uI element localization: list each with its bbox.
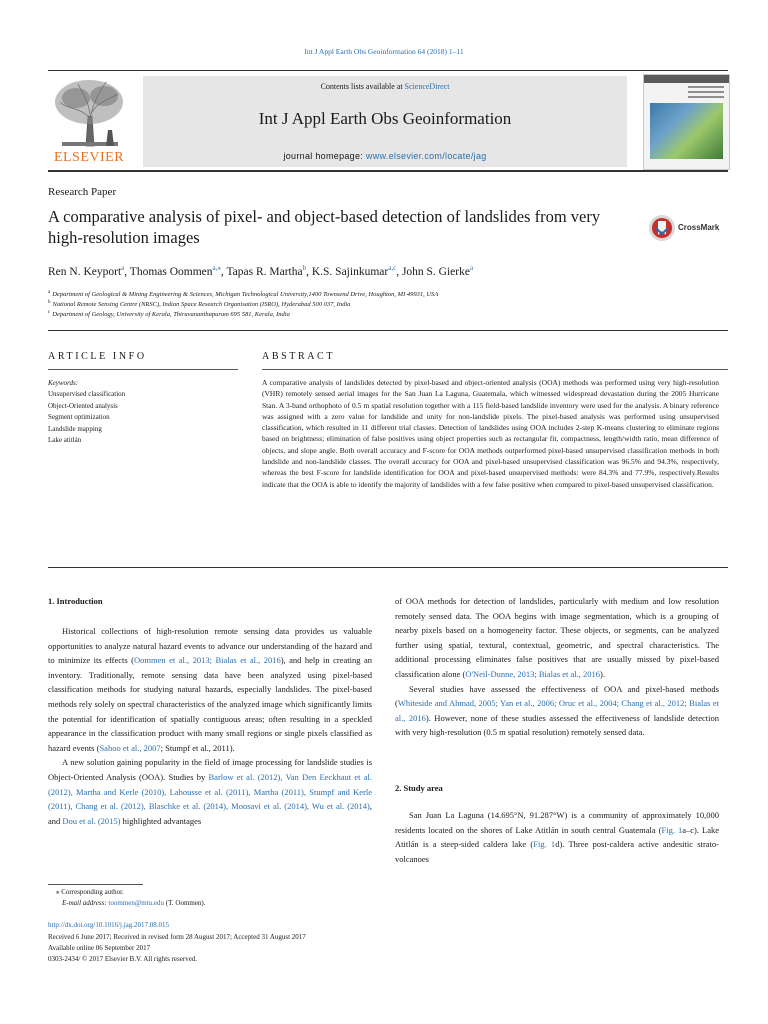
cover-band: [644, 75, 729, 83]
author-affiliation-mark[interactable]: a: [121, 264, 125, 272]
text-run: , and: [48, 801, 372, 826]
text-run: ). However, none of these studies assessed the effectiveness of landslide detection with very high-resolution (0.5 m spatial resolution) remotely sensed data.: [395, 712, 720, 738]
crossmark-icon[interactable]: [648, 214, 676, 242]
email-note: [62, 899, 206, 907]
section-heading-study-area: 2. Study area: [395, 783, 443, 793]
sciencedirect-link[interactable]: ScienceDirect: [404, 82, 450, 91]
citation-link[interactable]: O'Neil-Dunne, 2013; Bialas et al., 2016: [465, 668, 601, 679]
text-run: San Juan La Laguna (14.695°N, 91.287°W) is a community of approximately 10,000 residents located on the shores of Lake Atitlán in south central Guatemala (: [395, 810, 719, 835]
crossmark-label[interactable]: CrossMark: [678, 223, 720, 232]
citation-link[interactable]: Sahoo et al., 2007: [99, 742, 161, 753]
citation-link[interactable]: Whiteside and Ahmad, 2005; Yan et al., 2006; Oruc et al., 2004; Chang et al., 2012; Bialas et al., 2016: [395, 698, 719, 723]
journal-masthead: [143, 76, 627, 167]
contents-line: [143, 82, 627, 91]
text-run: A new solution gaining popularity in the field of image processing for landslide studies is Object-Oriented Analysis (OOA). Studies by: [48, 757, 372, 782]
affiliation-c: $^c$ Department of Geology, University of Kerala, Thiruvananthapuram 695 581, Kerala, India: [48, 310, 290, 319]
author-affiliation-mark[interactable]: b: [302, 264, 307, 272]
abstract-heading: ABSTRACT: [262, 351, 336, 362]
keyword: Landslide mapping: [48, 424, 102, 433]
article-info-heading: ARTICLE INFO: [48, 351, 147, 362]
author-name[interactable]: K.S. Sajinkumar: [311, 265, 389, 278]
email-label: E-mail address:: [62, 899, 109, 907]
journal-citation[interactable]: Int J Appl Earth Obs Geoinformation 64 (2018) 1–11: [304, 47, 464, 56]
paragraph: [395, 682, 719, 740]
keywords-list: [48, 389, 125, 447]
author-name[interactable]: Tapas R. Martha: [226, 265, 303, 278]
text-run: Historical collections of high-resolution remote sensing data provides us valuable opportunities to analyze natural hazard events to advance our understanding of the hazard and to minimize its effects (: [48, 626, 372, 666]
body-right-column: [395, 594, 719, 740]
masthead-rule: [48, 170, 728, 172]
author-name[interactable]: John S. Gierke: [401, 265, 470, 278]
elsevier-wordmark: ELSEVIER: [53, 150, 125, 165]
article-title: A comparative analysis of pixel- and object-based detection of landslides from very high-resolution images: [48, 207, 601, 247]
paragraph: [395, 594, 719, 682]
copyright-line: 0303-2434/ © 2017 Elsevier B.V. All rights reserved.: [48, 955, 198, 963]
abstract-text: A comparative analysis of landslides detected by pixel-based and object-oriented analysis (OOA) methods was performed using very high-resolution (VHR) remotely sensed aerial images for the San Juan La Laguna, Guatemala, which witnessed widespread devastation during the 2005 Hurricane Stan. A 3-band orthophoto of 0.5 m spatial resolution together with a 115 field-based landslide inventory were used for the analysis. A binary reference was assigned with a zero value for landslide and unity for non-landslide pixels. The pixel-based analysis was performed using unsupervised classification, which resulted in 11 different trial classes. Detection of landslides using OOA includes 2-step K-means clustering to eliminate regions based on brightness; elimination of false positives using object properties such as rectangular fit, compactness, length/width ratio, mean difference of objects, and slope angle. Both overall accuracy and F-score for OOA methods outperformed pixel-based unsupervised classification methods in both landslide and non-landslide classes. The overall accuracy for OOA and pixel-based unsupervised classification was 96.5% and 94.3%, respectively, whereas the best F-score for landslide identification for OOA and pixel-based unsupervised methods: were 84.3% and 77.9%, respectively.Results indicate that the OOA is able to identify the majority of landslides with a few false positive when compared to pixel-based unsupervised classification.: [262, 378, 719, 489]
keywords-label: Keywords:: [48, 379, 79, 387]
text-run: Several studies have assessed the effectiveness of OOA and pixel-based methods (: [395, 683, 719, 709]
affiliation-rule: [48, 330, 728, 331]
footnote-rule: [48, 884, 143, 885]
author-list: Ren N. Keyport$^a$, Thomas Oommen$^{a,⁎}$, Tapas R. Martha$^b$, K.S. Sajinkumar$^{a,c}$, John S. Gierke$^a$: [48, 264, 474, 278]
article-type: Research Paper: [48, 186, 117, 198]
author-name[interactable]: Ren N. Keyport: [48, 265, 122, 278]
journal-homepage-link[interactable]: www.elsevier.com/locate/jag: [365, 151, 487, 161]
received-dates: Received 6 June 2017; Received in revised form 28 August 2017; Accepted 31 August 2017: [48, 933, 306, 941]
email-suffix: (T. Oommen).: [164, 899, 206, 907]
author-name[interactable]: Thomas Oommen: [129, 265, 213, 278]
study-area-text: [395, 808, 719, 866]
citation-link[interactable]: Barlow et al. (2012), Van Den Eeckhaut et al. (2012), Martha and Kerle (2010), Lahousse et al. (2011), Martha (2011), Stumpf and Kerle (2011), Chang et al. (2012), Blaschke et al. (2014), Moosavi et al. (2014), Wu et al. (2014): [48, 771, 372, 812]
text-run: ).: [600, 668, 605, 679]
homepage-prefix: journal homepage:: [283, 151, 366, 161]
paragraph: [395, 808, 719, 866]
body-left-column: [48, 624, 372, 828]
citation-link[interactable]: Fig. 1: [661, 824, 683, 835]
article-info-rule: [48, 369, 238, 370]
citation-link[interactable]: Dou et al. (2015): [62, 815, 121, 826]
citation-link[interactable]: Fig. 1: [533, 839, 556, 850]
contents-prefix: Contents lists available at: [320, 82, 405, 91]
doi-link[interactable]: http://dx.doi.org/10.1016/j.jag.2017.08.015: [48, 921, 170, 929]
keyword: Object-Oriented analysis: [48, 401, 118, 410]
cover-image: [650, 103, 723, 159]
paragraph: [48, 755, 372, 828]
online-date: Available online 06 September 2017: [48, 944, 151, 952]
top-rule: [48, 70, 728, 71]
citation-link[interactable]: Oommen et al., 2013; Bialas et al., 2016: [134, 655, 281, 666]
author-affiliation-mark[interactable]: a: [469, 264, 474, 272]
keyword: Unsupervised classification: [48, 390, 126, 398]
keyword: Lake atitlán: [48, 436, 82, 444]
corresponding-author-note: ⁎ Corresponding author.: [56, 888, 124, 896]
cover-title-lines: [688, 86, 724, 101]
affiliation-b: $^b$ National Remote Sensing Centre (NRSC), Indian Space Research Organisation (ISRO), Hyderabad 500 037, India: [48, 300, 351, 309]
homepage-line: [143, 151, 627, 161]
text-run: a–c). Lake Atitlán is a steep-sided caldera lake (: [395, 824, 719, 850]
journal-name: Int J Appl Earth Obs Geoinformation: [258, 109, 512, 128]
text-run: d). Three post-caldera active andesitic strato-volcanoes: [395, 839, 719, 864]
section-heading-introduction: 1. Introduction: [48, 596, 103, 606]
front-matter-rule: [48, 567, 728, 568]
text-run: ), and help in creating an inventory. Traditionally, remote sensing data have been analyzed using pixel-based classification methods for studying natural hazards, especially landslides. The pixel-based methods rely solely on spectral characteristics of the analyzed image which significantly limits the potential for identification of spatially contiguous areas; often resulting in a speckled appearance in the classification product with many small regions or single pixels classified as hazard events (: [48, 655, 372, 753]
keyword: Segment optimization: [48, 413, 110, 421]
author-affiliation-mark[interactable]: a,c: [388, 264, 397, 272]
text-run: of OOA methods for detection of landslides, particularly with medium and low resolution remotely sensed data. The OOA begins with image segmentation, which is a grouping of nearby pixels based on a homogeneity factor. These objects, or segments, can be analyzed further using spatial, textural, contextual, geometric, and spectral characteristics. The additional processing eliminates false positives that are usually missed by pixel-based classification alone (: [395, 596, 719, 679]
text-run: ; Stumpf et al., 2011).: [160, 742, 235, 753]
abstract-rule: [262, 369, 728, 370]
paragraph: [48, 624, 372, 755]
affiliation-a: $^a$ Department of Geological & Mining Engineering & Sciences, Michigan Technological University,1400 Townsend Drive, Houghton, MI 49931, USA: [48, 290, 439, 299]
author-affiliation-mark[interactable]: a,⁎: [212, 264, 221, 272]
email-link[interactable]: toommen@mtu.edu: [108, 899, 165, 907]
journal-cover-thumbnail[interactable]: [643, 74, 730, 170]
text-run: highlighted advantages: [120, 815, 202, 826]
